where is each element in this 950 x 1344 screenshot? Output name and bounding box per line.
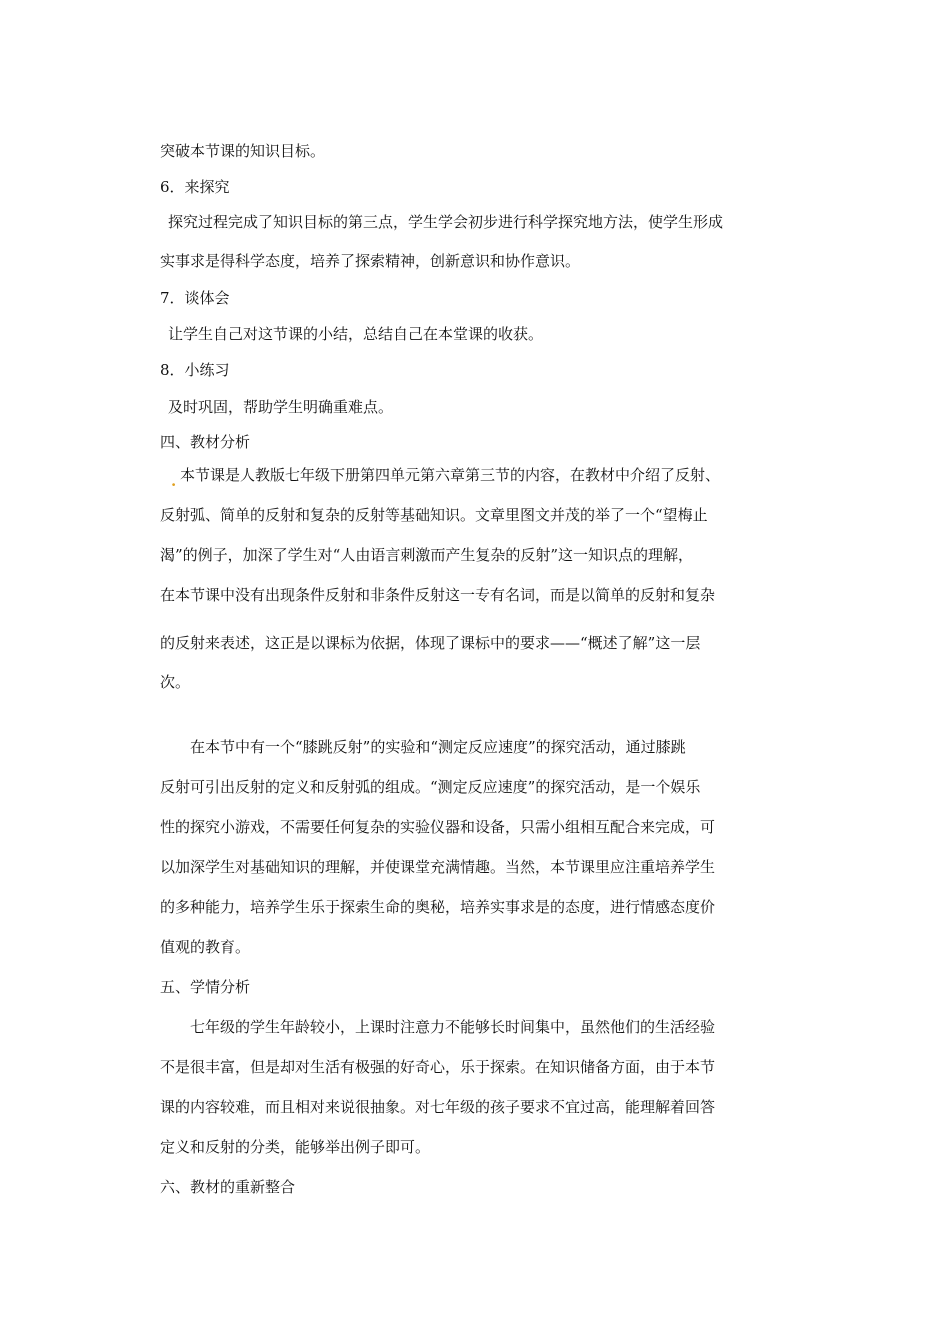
text-line: 探究过程完成了知识目标的第三点，学生学会初步进行科学探究地方法，使学生形成 xyxy=(168,213,724,231)
text-line: 性的探究小游戏，不需要任何复杂的实验仪器和设备，只需小组相互配合来完成，可 xyxy=(160,818,716,836)
text-line: 实事求是得科学态度，培养了探索精神，创新意识和协作意识。 xyxy=(160,252,581,270)
section-heading: 五、学情分析 xyxy=(160,978,251,996)
text-line: 让学生自己对这节课的小结，总结自己在本堂课的收获。 xyxy=(168,325,544,343)
section-heading: 8．小练习 xyxy=(160,361,230,379)
text-line: 不是很丰富，但是却对生活有极强的好奇心，乐于探索。在知识储备方面，由于本节 xyxy=(160,1058,716,1076)
text-line: 的多种能力，培养学生乐于探索生命的奥秘，培养实事求是的态度，进行情感态度价 xyxy=(160,898,716,916)
text-line: 定义和反射的分类，能够举出例子即可。 xyxy=(160,1138,431,1156)
text-line: 本节课是人教版七年级下册第四单元第六章第三节的内容，在教材中介绍了反射、 xyxy=(180,466,721,484)
text-line: 反射可引出反射的定义和反射弧的组成。“测定反应速度”的探究活动，是一个娱乐 xyxy=(160,778,701,796)
text-line: 反射弧、简单的反射和复杂的反射等基础知识。文章里图文并茂的举了一个“望梅止 xyxy=(160,506,708,524)
text-line: 及时巩固，帮助学生明确重难点。 xyxy=(168,398,394,416)
section-heading: 六、教材的重新整合 xyxy=(160,1178,296,1196)
section-heading: 6．来探究 xyxy=(160,178,230,196)
text-line: 七年级的学生年龄较小，上课时注意力不能够长时间集中，虽然他们的生活经验 xyxy=(190,1018,716,1036)
marker-dot: . xyxy=(171,472,177,490)
text-line: 的反射来表述，这正是以课标为依据，体现了课标中的要求——“概述了解”这一层 xyxy=(160,634,701,652)
text-line: 以加深学生对基础知识的理解，并使课堂充满情趣。当然，本节课里应注重培养学生 xyxy=(160,858,716,876)
text-line: 值观的教育。 xyxy=(160,938,251,956)
text-line: 渴”的例子，加深了学生对“人由语言刺激而产生复杂的反射”这一知识点的理解， xyxy=(160,546,694,564)
section-heading: 四、教材分析 xyxy=(160,433,251,451)
section-heading: 7．谈体会 xyxy=(160,289,230,307)
text-line: 在本节课中没有出现条件反射和非条件反射这一专有名词，而是以简单的反射和复杂 xyxy=(160,586,716,604)
text-line: 课的内容较难，而且相对来说很抽象。对七年级的孩子要求不宜过高，能理解着回答 xyxy=(160,1098,716,1116)
text-line: 在本节中有一个“膝跳反射”的实验和“测定反应速度”的探究活动，通过膝跳 xyxy=(190,738,686,756)
text-line: 突破本节课的知识目标。 xyxy=(160,142,326,160)
text-line: 次。 xyxy=(160,673,191,691)
